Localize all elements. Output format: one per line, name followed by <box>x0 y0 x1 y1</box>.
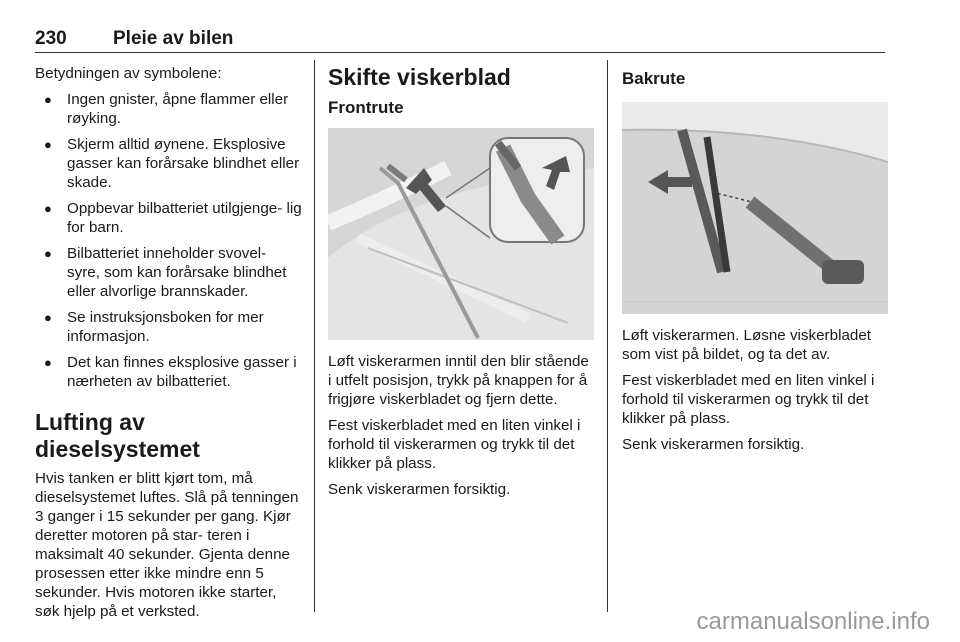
list-item-text: Skjerm alltid øynene. Eksplosive gasser kan forårsake blindhet eller skade. <box>67 136 300 191</box>
list-item <box>35 199 303 237</box>
list-item-text: Ingen gnister, åpne flammer eller røyking. <box>67 91 289 127</box>
frontrute-step-3: Senk viskerarmen forsiktig. <box>328 481 511 498</box>
section-heading-wiper: Skifte viskerblad <box>328 64 511 90</box>
list-item <box>35 244 303 301</box>
list-item <box>35 353 303 391</box>
column-divider-2 <box>607 60 608 612</box>
diesel-paragraph: Hvis tanken er blitt kjørt tom, må dieselsystemet luftes. Slå på tenningen 3 ganger i 15 sekunder per gang. Kjør deretter motoren på star- teren i maksimalt 40 sekunder. Gjenta denne prosessen etter ikke mindre enn 5 sekunder. Hvis motoren ikke starter, søk hjelp på et verksted. <box>35 470 299 620</box>
section-heading-diesel: Lufting av dieselsystemet <box>35 409 200 462</box>
list-item <box>35 135 303 192</box>
bullet-icon: ● <box>44 355 52 370</box>
column-1 <box>35 64 303 628</box>
front-wiper-illustration <box>328 128 594 340</box>
bullet-icon: ● <box>44 92 52 107</box>
subheading-bakrute: Bakrute <box>622 69 686 88</box>
watermark: carmanualsonline.info <box>696 608 930 635</box>
symbols-intro: Betydningen av symbolene: <box>35 65 222 82</box>
list-item-text: Det kan finnes eksplosive gasser i nærheten av bilbatteriet. <box>67 354 297 390</box>
bullet-icon: ● <box>44 246 52 261</box>
column-3 <box>622 64 888 461</box>
bakrute-step-1: Løft viskerarmen. Løsne viskerbladet som vist på bildet, og ta det av. <box>622 327 871 363</box>
bakrute-step-3: Senk viskerarmen forsiktig. <box>622 436 805 453</box>
bullet-icon: ● <box>44 137 52 152</box>
bullet-icon: ● <box>44 201 52 216</box>
symbols-list <box>35 90 303 391</box>
column-divider-1 <box>314 60 315 612</box>
page-header <box>35 28 885 52</box>
column-2 <box>328 64 594 506</box>
page-number: 230 <box>35 28 67 49</box>
bullet-icon: ● <box>44 310 52 325</box>
bakrute-step-2: Fest viskerbladet med en liten vinkel i forhold til viskerarmen og trykk til det klikker på plass. <box>622 372 875 427</box>
rear-wiper-illustration <box>622 102 888 314</box>
header-divider <box>35 52 885 53</box>
list-item-text: Bilbatteriet inneholder svovel- syre, som kan forårsake blindhet eller alvorlige brannskader. <box>67 245 287 300</box>
list-item <box>35 90 303 128</box>
list-item <box>35 308 303 346</box>
list-item-text: Oppbevar bilbatteriet utilgjenge- lig for barn. <box>67 200 302 236</box>
frontrute-step-2: Fest viskerbladet med en liten vinkel i forhold til viskerarmen og trykk til det klikker på plass. <box>328 417 581 472</box>
page-title: Pleie av bilen <box>113 28 234 49</box>
frontrute-step-1: Løft viskerarmen inntil den blir stående i utfelt posisjon, trykk på knappen for å frigjøre viskerbladet og fjern dette. <box>328 353 589 408</box>
subheading-frontrute: Frontrute <box>328 98 404 117</box>
list-item-text: Se instruksjonsboken for mer informasjon. <box>67 309 264 345</box>
